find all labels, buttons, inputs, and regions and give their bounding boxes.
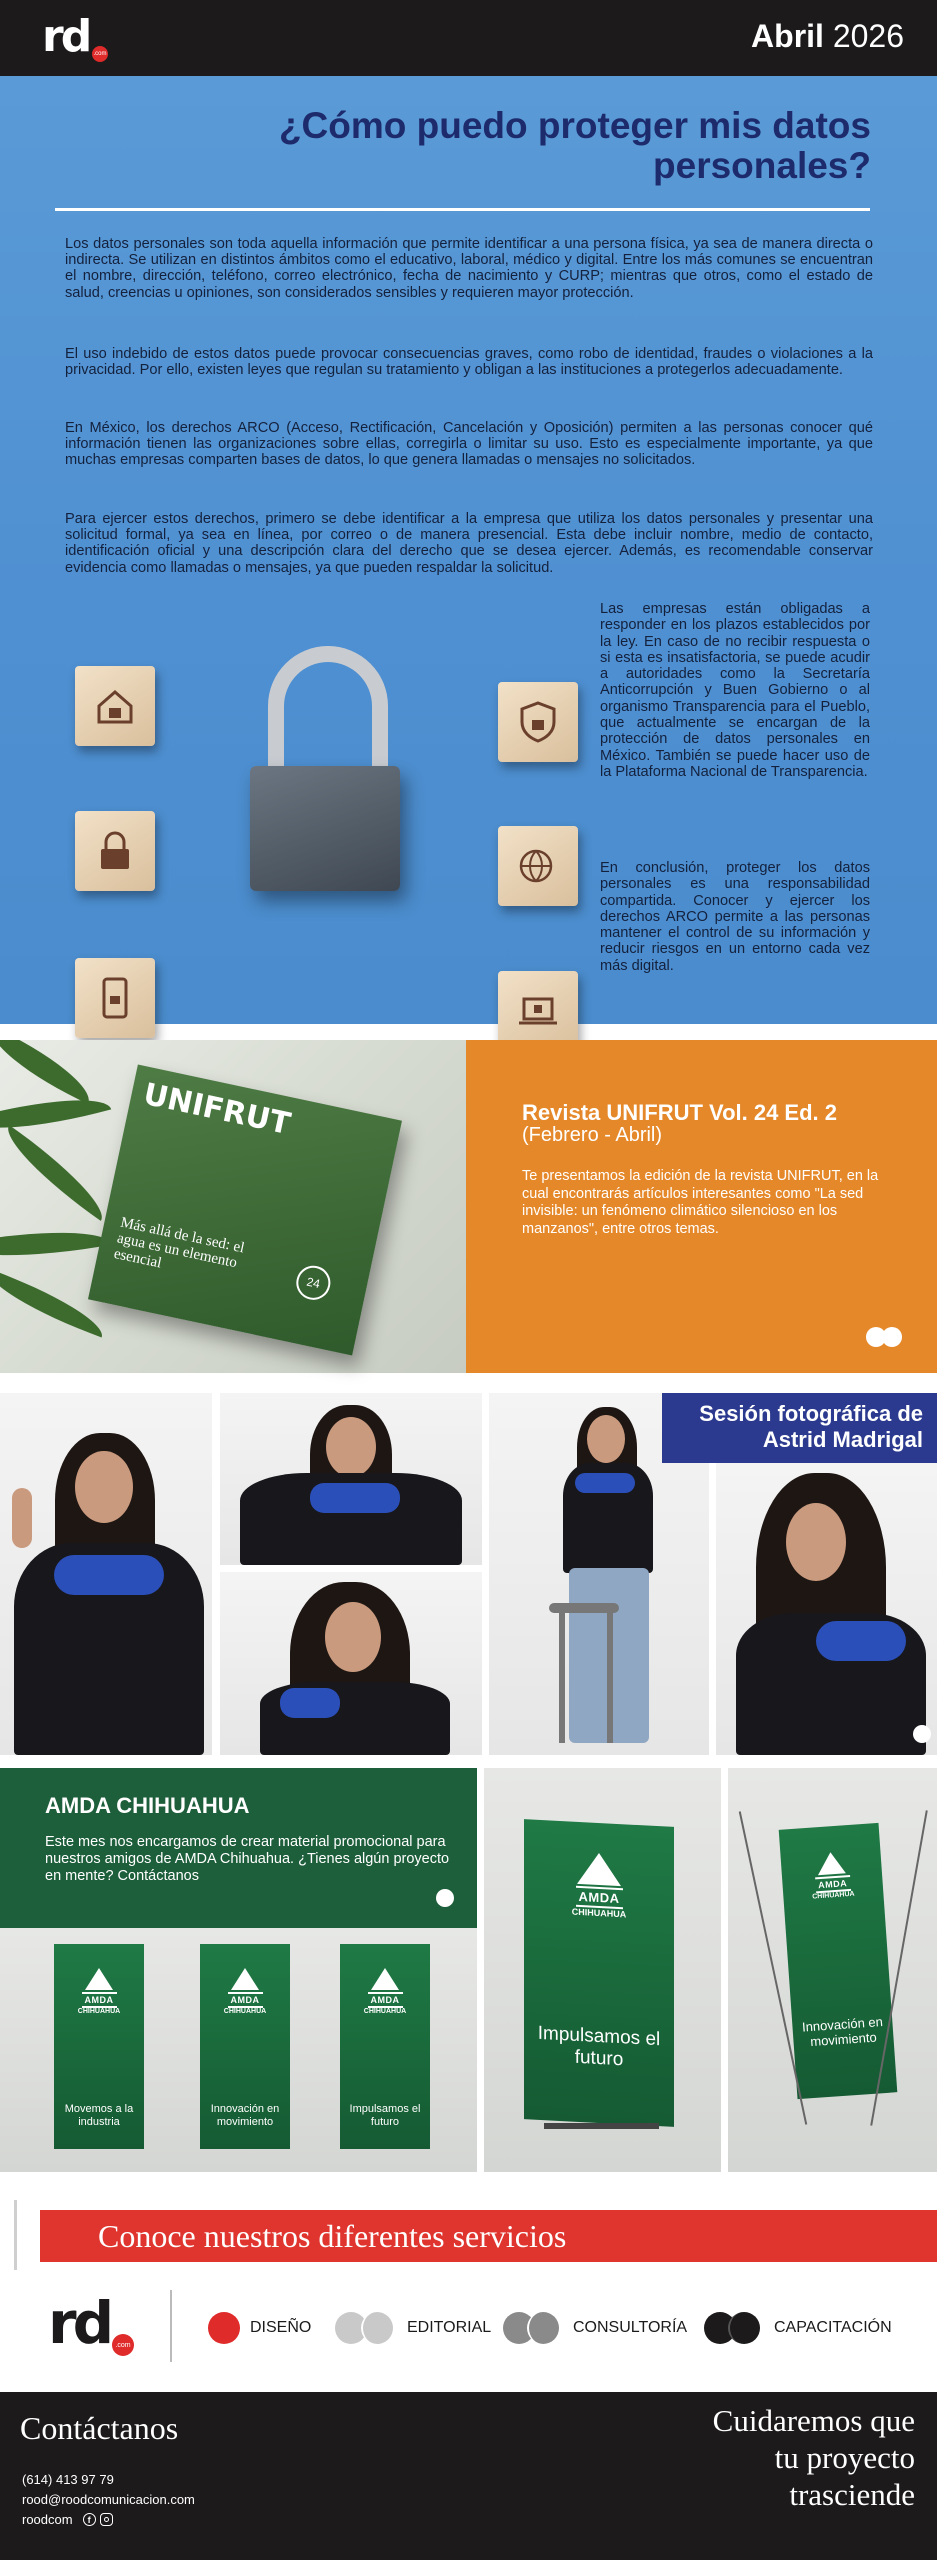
contact-title: Contáctanos: [20, 2410, 179, 2446]
banner-brand: AMDA: [368, 1992, 403, 2008]
banner-brand: AMDA: [576, 1886, 623, 1909]
article-side-paragraph: En conclusión, proteger los datos personales es una responsabilidad compartida. Conocer y ejercer los derechos ARCO permite a las personas mantener el control de su información y reducir riesgos en un entorno cada vez más digital.: [600, 860, 870, 974]
banner-brand-sub: CHIHUAHUA: [812, 1890, 855, 1901]
banner-text: Innovación en movimiento: [801, 2014, 884, 2050]
footer-quote-line: Cuidaremos que: [712, 2403, 915, 2438]
plant-leaf: [0, 1040, 101, 1104]
dot-icon[interactable]: [913, 1725, 931, 1743]
instagram-icon[interactable]: [100, 2513, 113, 2526]
services-title: Conoce nuestros diferentes servicios: [40, 2210, 937, 2262]
footer-quote-line: trasciende: [789, 2477, 915, 2512]
session-photo-5: [716, 1463, 937, 1755]
banner-text: Innovación en movimiento: [210, 2103, 280, 2128]
double-dot-icon[interactable]: [866, 1327, 906, 1347]
social-handle: roodcom: [22, 2512, 73, 2527]
padlock-icon: [75, 811, 155, 891]
header-bar: [0, 0, 937, 76]
amda-info: [0, 1768, 477, 1928]
session-photo-3: [220, 1572, 482, 1755]
article-paragraph: En México, los derechos ARCO (Acceso, Rectificación, Cancelación y Oposición) permiten a las personas conocer qué información tienen las organizaciones sobre ellas, corregirla o limitar su uso. Esto es especialmente importante, ya que muchas empresas comparten bases de datos, lo que genera llamadas o mensajes no solicitados.: [65, 420, 873, 469]
banner-brand: AMDA: [228, 1992, 263, 2008]
plant-leaf: [0, 1125, 116, 1221]
session-title-line: Sesión fotográfica de: [699, 1401, 923, 1426]
contact-phone[interactable]: (614) 413 97 79: [22, 2472, 114, 2487]
article-paragraph: Para ejercer estos derechos, primero se debe identificar a la empresa que utiliza los datos personales y presentar una solicitud formal, ya sea en línea, por correo o de manera presencial. Esta debe incluir nombre, medio de contacto, identificación oficial y una descripción clara del derecho que se desea ejercer. Además, es recomendable conservar evidencia como llamadas o mensajes, ya que pueden respaldar la solicitud.: [65, 511, 873, 576]
footer-quote-line: tu proyecto: [774, 2440, 915, 2475]
amda-banner: [340, 1944, 430, 2149]
laptop-lock-icon: [498, 971, 578, 1051]
amda-photo-row: [0, 1928, 477, 2172]
title-divider: [55, 208, 870, 211]
banner-text: Impulsamos el futuro: [349, 2103, 421, 2128]
issue-month: Abril: [751, 18, 824, 54]
session-photo-2: [220, 1393, 482, 1565]
house-lock-icon: [75, 666, 155, 746]
footer-quote: [615, 2402, 915, 2513]
amda-banner: [54, 1944, 144, 2149]
phone-lock-icon: [75, 958, 155, 1038]
magazine-subtitle: (Febrero - Abril): [522, 1124, 663, 1146]
service-capacitacion[interactable]: [704, 2312, 892, 2344]
banner-brand: AMDA: [815, 1875, 851, 1893]
services-logo[interactable]: [48, 2290, 138, 2360]
cover-title: UNIFRUT: [140, 1076, 294, 1143]
service-label: CONSULTORÍA: [573, 2319, 688, 2336]
services-divider: [170, 2290, 172, 2362]
amda-rollup-photo: [484, 1768, 721, 2172]
logo-dot: .com: [112, 2334, 134, 2356]
banner-text: Impulsamos el futuro: [537, 2022, 661, 2071]
magazine-info: [466, 1040, 937, 1373]
brand-logo[interactable]: [42, 10, 122, 66]
issue-year: 2026: [832, 18, 904, 54]
service-editorial[interactable]: [335, 2312, 491, 2344]
magazine-description: Te presentamos la edición de la revista UNIFRUT, en la cual encontrarás artículos interesantes como "La sed invisible: un fenómeno climático silencioso en los manzanos", entre otros temas.: [522, 1168, 879, 1237]
dot-icon[interactable]: [436, 1889, 454, 1907]
banner-brand: AMDA: [82, 1992, 117, 2008]
service-consultoria[interactable]: [503, 2312, 687, 2344]
banner-brand-sub: CHIHUAHUA: [363, 2008, 407, 2015]
session-photo-1: [0, 1393, 212, 1755]
amda-banner: [200, 1944, 290, 2149]
double-dot-icon: [704, 2312, 762, 2344]
logo-dot: .com: [92, 46, 108, 62]
facebook-icon[interactable]: f: [83, 2513, 96, 2526]
session-title-line: Astrid Madrigal: [762, 1427, 923, 1452]
banner-brand-sub: CHIHUAHUA: [223, 2008, 267, 2015]
service-label: EDITORIAL: [407, 2319, 492, 2336]
amda-xbanner-photo: [728, 1768, 937, 2172]
banner-text: Movemos a la industria: [64, 2103, 134, 2128]
article-section: [0, 76, 937, 1024]
cover-badge: 24: [293, 1263, 333, 1303]
footer: [0, 2392, 937, 2560]
banner-brand-sub: CHIHUAHUA: [77, 2008, 121, 2015]
amda-title: AMDA CHIHUAHUA: [45, 1793, 250, 1818]
article-paragraph: Los datos personales son toda aquella información que permite identificar a una persona física, ya sea de manera directa o indirecta. Se utilizan en distintos ámbitos como el educativo, laboral, médico y digital. Entre los más comunes se encuentran el nombre, dirección, teléfono, correo electrónico, fecha de nacimiento y CURP; mientras que otros, como el estado de salud, creencias u opiniones, son considerados sensibles y requieren mayor protección.: [65, 236, 873, 301]
logo-text: rd: [48, 2289, 111, 2357]
social-handle-row: [22, 2512, 113, 2527]
amda-banner: [524, 1819, 674, 2127]
amda-banner: [779, 1823, 898, 2099]
privacy-illustration: [0, 586, 600, 1024]
services-accent-line: [14, 2200, 17, 2270]
double-dot-icon: [335, 2312, 395, 2344]
issue-date: [751, 18, 904, 55]
service-label: DISEÑO: [250, 2319, 312, 2336]
article-title: ¿Cómo puedo proteger mis datos personales?: [278, 105, 871, 186]
amda-description: Este mes nos encargamos de crear material promocional para nuestros amigos de AMDA Chihuahua. ¿Tienes algún proyecto en mente? Contáctanos: [45, 1834, 450, 1884]
shield-lock-icon: [498, 682, 578, 762]
double-dot-icon: [503, 2312, 561, 2344]
logo-text: rd: [42, 11, 90, 62]
service-label: CAPACITACIÓN: [774, 2319, 892, 2336]
padlock-body: [250, 766, 400, 891]
single-dot-icon: [208, 2312, 240, 2344]
globe-shield-icon: [498, 826, 578, 906]
cover-text: Más allá de la sed: el agua es un elemento esencial: [112, 1214, 246, 1272]
service-diseno[interactable]: [208, 2312, 311, 2344]
magazine-title: Revista UNIFRUT Vol. 24 Ed. 2: [522, 1100, 838, 1125]
article-side-paragraph: Las empresas están obligadas a responder en los plazos establecidos por la ley. En caso de no recibir respuesta o si esta es insatisfactoria, se puede acudir a autoridades como la Secretaría Anticorrupción y Buen Gobierno o al organismo Transparencia para el Pueblo, que actualmente se encargan de la protección de datos personales en México. También se puede hacer uso de la Plataforma Nacional de Transparencia.: [600, 601, 870, 780]
contact-email[interactable]: rood@roodcomunicacion.com: [22, 2492, 195, 2507]
article-paragraph: El uso indebido de estos datos puede provocar consecuencias graves, como robo de identidad, fraudes o violaciones a la privacidad. Por ello, existen leyes que regulan su tratamiento y obligan a las instituciones a protegerlos adecuadamente.: [65, 346, 873, 379]
session-title: [662, 1393, 937, 1463]
banner-brand-sub: CHIHUAHUA: [571, 1906, 627, 1920]
